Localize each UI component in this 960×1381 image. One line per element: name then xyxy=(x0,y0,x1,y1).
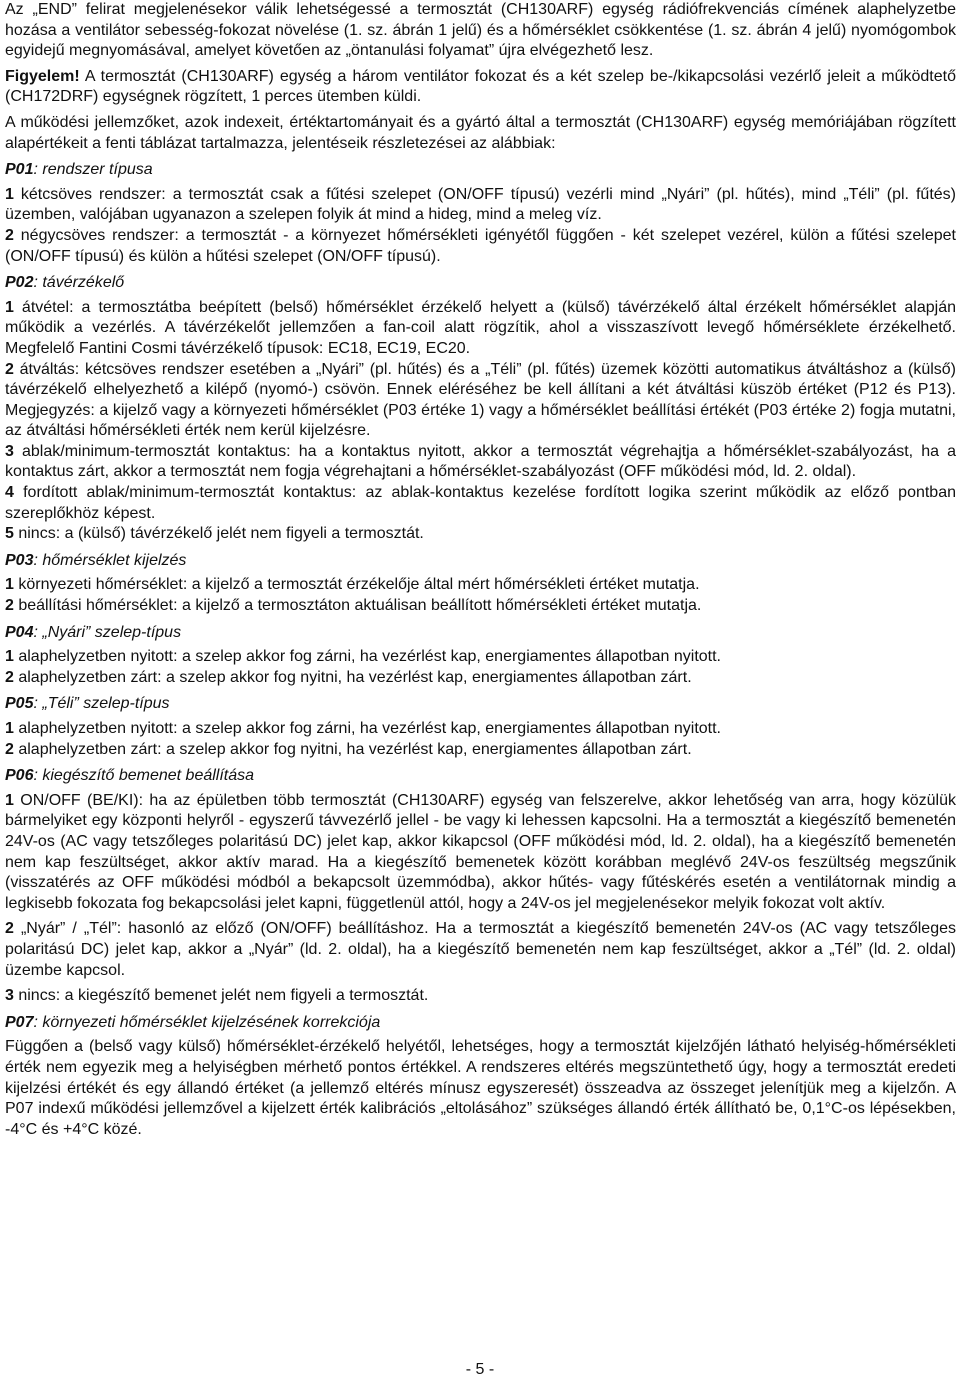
p07-title: : környezeti hőmérséklet kijelzésének korrekciója xyxy=(33,1013,381,1031)
p02-item-2 xyxy=(5,360,956,442)
item-number: 2 xyxy=(5,920,14,938)
item-text: alaphelyzetben zárt: a szelep akkor fog nyitni, ha vezérlést kap, energiamentes állapotban zárt. xyxy=(13,668,692,686)
p05-title: : „Téli” szelep-típus xyxy=(33,695,170,713)
item-text: nincs: a (külső) távérzékelő jelét nem figyeli a termosztát. xyxy=(13,525,424,543)
p03-title: : hőmérséklet kijelzés xyxy=(33,551,187,569)
p01-code: P01 xyxy=(5,161,34,179)
p02-item-5 xyxy=(5,524,956,545)
p02-item-1 xyxy=(5,298,956,360)
intro-paragraph: Az „END” felirat megjelenésekor válik lehetségessé a termosztát (CH130ARF) egység rádiófrekvenciás címének alaphelyzetbe hozása a ventilátor sebesség-fokozat növelése (1. sz. ábrán 1 jelű) és a hőmérséklet csökkentése (1. sz. ábrán 4 jelű) nyomógombok egyidejű megnyomásával, amelyet követően az „öntanulási folyamat” újra elvégezhető lesz. xyxy=(5,1,956,60)
item-text: „Nyár” / „Tél”: hasonló az előző (ON/OFF) beállításhoz. Ha a termosztát a kiegészítő bemenetén 24V-os (AC vagy tetszőleges polaritású DC) jelet kap, akkor a „Nyár” (ld. 2. oldal), ha a kiegészítő bemenetén nem kap feszültséget, akkor a „Tél” (ld. 2. oldal) üzembe kapcsol. xyxy=(5,920,956,979)
item-number: 2 xyxy=(5,668,14,686)
item-text: beállítási hőmérséklet: a kijelző a termosztáton aktuálisan beállított hőmérsékleti értéket mutatja. xyxy=(13,597,702,615)
p04-item-1 xyxy=(5,647,956,668)
p06-item-2 xyxy=(5,919,956,981)
item-number: 2 xyxy=(5,740,14,758)
p02-title: : távérzékelő xyxy=(33,274,125,292)
item-text: ON/OFF (BE/KI): ha az épületben több termosztát (CH130ARF) egység van felszerelve, akkor lehetőség van arra, hogy közülük bármelyiket egy központi helyről - egyszerű távvezérlő jellel - be vagy ki lehessen kapcsolni. Ha a termosztát a kiegészítő bemenetén 24V-os (AC vagy tetszőleges polaritású DC) jelet kap, akkor kikapcsol (OFF működési mód, ld. 2. oldal), ha a kiegészítő bemenetén nem kap feszültséget, akkor aktív marad. Ha a kiegészítő bemenetek között korábban meglévő 24V-os feszültség megszűnik (visszatérés az OFF működési módból a bekapcsolt üzemmódba), akkor hűtés- vagy fűtéskérés esetén a ventilátornak mindig a legkisebb fokozata fog bekapcsolási jelet kapni, függetlenül attól, hogy a 24V-os jel megjelenésekor melyik fokozat volt aktív. xyxy=(5,791,956,912)
p01-heading xyxy=(5,160,956,181)
item-text: fordított ablak/minimum-termosztát kontaktus: az ablak-kontaktus kezelése fordított logika szerint működik az előző pontban szereplőkhöz képest. xyxy=(5,484,956,522)
item-number: 2 xyxy=(5,597,14,615)
p06-item-1 xyxy=(5,791,956,915)
p02-item-4 xyxy=(5,483,956,524)
page-number: - 5 - xyxy=(465,1361,495,1378)
p01-title: : rendszer típusa xyxy=(33,161,153,179)
p04-code: P04 xyxy=(5,623,34,641)
p07-text: Függően a (belső vagy külső) hőmérséklet-érzékelő helyétől, lehetséges, hogy a termosztát kijelzőjén látható helyiség-hőmérsékleti érték nem egyezik meg a helyiségben mérhető pontos értékkel. A rendszeres eltérés megszüntethető úgy, hogy a termosztát eredeti kijelzési értékét és egy állandó értéket (a jellemző eltérés mínusz egyszeresét) összeadva az összeget jelenítjük meg a kijelzőn. A P07 indexű működési jellemzővel a kijelzett érték kalibrációs „eltolásához” szükséges állandó érték állítható be, 0,1°C-os lépésekben, -4°C és +4°C közé. xyxy=(5,1038,956,1138)
item-text: átváltás: kétcsöves rendszer esetében a „Nyári” (pl. hűtés) és a „Téli” (pl. fűtés) üzemek közötti automatikus átváltáshoz a (külső) távérzékelő elhelyezhető a kilépő (nyomó-) csövön. Ennek eléréséhez be kell állítani a két átváltási küszöb értéket (P12 és P13). Megjegyzés: a kijelző vagy a környezeti hőmérséklet (P03 értéke 1) vagy a hőmérséklet beállítási értékét (P03 értéke 2) fogja mutatni, az átváltási hőmérsékleti érték nem kerül kijelzésre. xyxy=(5,360,956,440)
item-text: átvétel: a termosztátba beépített (belső) hőmérséklet érzékelő helyett a (külső) távérzékelő által érzékelt hőmérséklet alapján működik a vezérlés. A távérzékelőt jellemzően a fan-coil alatt rögzítik, ahol a visszaszívott levegő hőmérséklete érzékelhető. Megfelelő Fantini Cosmi távérzékelő típusok: EC18, EC19, EC20. xyxy=(5,298,956,357)
item-number: 1 xyxy=(5,791,14,809)
item-text: környezeti hőmérséklet: a kijelző a termosztát érzékelője által mért hőmérsékleti értéket mutatja. xyxy=(13,576,700,594)
item-text: négycsöves rendszer: a termosztát - a környezet hőmérsékleti igényétől függően - két szelepet vezérel, külön a fűtési szelepet (ON/OFF típusú) és külön a hűtési szelepet (ON/OFF típusú). xyxy=(5,226,956,265)
p02-heading xyxy=(5,273,956,294)
p03-code: P03 xyxy=(5,551,34,569)
p06-code: P06 xyxy=(5,767,34,785)
p07-heading xyxy=(5,1013,956,1034)
p01-item-2 xyxy=(5,226,956,267)
item-text: alaphelyzetben zárt: a szelep akkor fog nyitni, ha vezérlést kap, energiamentes állapotban zárt. xyxy=(13,740,692,758)
p03-item-1 xyxy=(5,575,956,596)
p05-heading xyxy=(5,694,956,715)
p04-heading xyxy=(5,623,956,644)
item-number: 1 xyxy=(5,720,14,737)
item-number: 1 xyxy=(5,576,14,594)
p06-title: : kiegészítő bemenet beállítása xyxy=(33,767,255,785)
p05-code: P05 xyxy=(5,695,34,713)
item-text: alaphelyzetben nyitott: a szelep akkor fog zárni, ha vezérlést kap, energiamentes állapotban nyitott. xyxy=(13,720,721,737)
p04-title: : „Nyári” szelep-típus xyxy=(33,623,182,641)
p02-code: P02 xyxy=(5,274,34,292)
p02-item-3 xyxy=(5,442,956,483)
item-number: 3 xyxy=(5,442,14,460)
p05-item-1 xyxy=(5,719,956,740)
item-number: 1 xyxy=(5,185,14,203)
item-number: 5 xyxy=(5,525,14,543)
p03-heading xyxy=(5,551,956,572)
p04-item-2 xyxy=(5,668,956,689)
item-number: 2 xyxy=(5,226,14,244)
item-text: alaphelyzetben nyitott: a szelep akkor fog zárni, ha vezérlést kap, energiamentes állapotban nyitott. xyxy=(13,648,721,666)
p06-item-3 xyxy=(5,986,956,1007)
item-text: nincs: a kiegészítő bemenet jelét nem figyeli a termosztát. xyxy=(13,987,429,1005)
item-number: 4 xyxy=(5,484,14,502)
warning-label: Figyelem! xyxy=(5,67,80,85)
warning-paragraph xyxy=(5,67,956,108)
p05-item-2 xyxy=(5,740,956,761)
p07-code: P07 xyxy=(5,1013,34,1031)
p06-heading xyxy=(5,766,956,787)
item-number: 1 xyxy=(5,648,14,666)
parameters-intro-paragraph: A működési jellemzőket, azok indexeit, értéktartományait és a gyártó által a termosztát (CH130ARF) egység memóriájában rögzített alapértékeit a fenti táblázat tartalmazza, jelentéseik részletezései az alábbiak: xyxy=(5,113,956,152)
item-number: 1 xyxy=(5,298,14,316)
p03-item-2 xyxy=(5,596,956,617)
item-text: ablak/minimum-termosztát kontaktus: ha a kontaktus nyitott, akkor a termosztát végrehajtja a hőmérséklet-szabályozást, ha a kontaktus zárt, akkor a termosztát nem fogja végrehajtani a hőmérséklet-szabályozást (OFF működési mód, ld. 2. oldal). xyxy=(5,442,956,481)
item-number: 3 xyxy=(5,987,14,1005)
p01-item-1 xyxy=(5,185,956,226)
item-text: kétcsöves rendszer: a termosztát csak a fűtési szelepet (ON/OFF típusú) vezérli mind „Nyári” (pl. hűtés), mind „Téli” (pl. fűtés) üzemben, valójában ugyanazon a szelepen folyik át mind a hideg, mind a meleg víz. xyxy=(5,185,956,224)
warning-text: A termosztát (CH130ARF) egység a három ventilátor fokozat és a két szelep be-/kikapcsolási vezérlő jeleit a működtető (CH172DRF) egységnek rögzített, 1 perces ütemben küldi. xyxy=(5,67,956,106)
item-number: 2 xyxy=(5,360,14,378)
